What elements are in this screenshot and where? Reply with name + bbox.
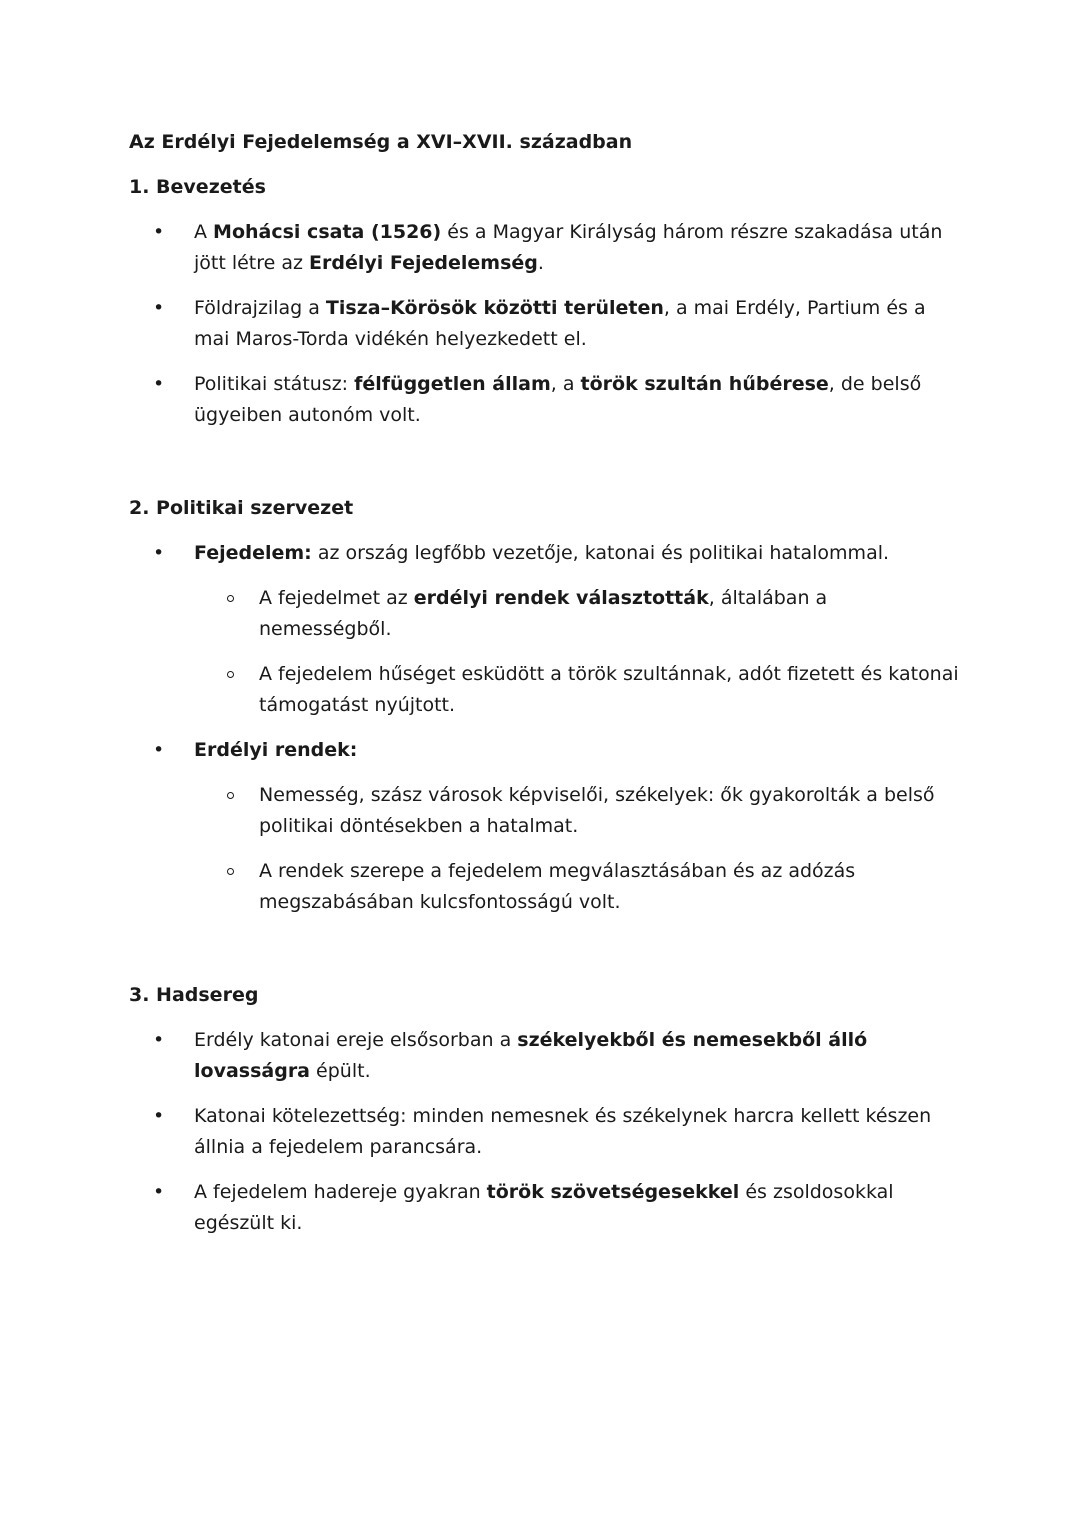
list-item (129, 1101, 959, 1163)
circle-bullet-icon (227, 868, 234, 875)
circle-bullet-icon (227, 595, 234, 602)
section-political-organization (129, 494, 959, 918)
item-text: A rendek szerepe a fejedelem megválasztásában és az adózás megszabásában kulcsfontosságú volt. (259, 860, 856, 913)
item-text: Erdélyi rendek: (194, 739, 358, 761)
bullet-icon: • (153, 1181, 165, 1203)
bullet-icon: • (153, 373, 165, 395)
sub-list-item (129, 856, 959, 918)
section-army (129, 981, 959, 1239)
item-text: Nemesség, szász városok képviselői, székelyek: ők gyakorolták a belső politikai döntésekben a hatalmat. (259, 784, 935, 837)
bullet-list (129, 217, 959, 431)
sub-list (129, 583, 959, 721)
sub-list-item (129, 583, 959, 645)
section-heading: 1. Bevezetés (129, 176, 266, 198)
list-item (129, 1025, 959, 1087)
bullet-icon: • (153, 739, 165, 761)
list-item (129, 538, 959, 569)
sub-list (129, 780, 959, 918)
section-heading: 2. Politikai szervezet (129, 497, 354, 519)
item-text: Fejedelem: az ország legfőbb vezetője, katonai és politikai hatalommal. (194, 542, 890, 564)
list-item (129, 293, 959, 355)
bullet-icon: • (153, 542, 165, 564)
bullet-list (129, 538, 959, 569)
sub-list-item (129, 780, 959, 842)
item-text: A Mohácsi csata (1526) és a Magyar Királyság három részre szakadása után jött létre az Erdélyi Fejedelemség. (194, 221, 943, 274)
list-item (129, 1177, 959, 1239)
bullet-icon: • (153, 221, 165, 243)
item-text: Politikai státusz: félfüggetlen állam, a török szultán hűbérese, de belső ügyeiben autonóm volt. (194, 373, 922, 426)
item-text: A fejedelmet az erdélyi rendek választották, általában a nemességből. (259, 587, 828, 640)
item-text: A fejedelem hűséget esküdött a török szultánnak, adót fizetett és katonai támogatást nyújtott. (259, 663, 959, 716)
bullet-icon: • (153, 1029, 165, 1051)
circle-bullet-icon (227, 671, 234, 678)
sub-list-item (129, 659, 959, 721)
list-item (129, 369, 959, 431)
section-heading: 3. Hadsereg (129, 984, 259, 1006)
bullet-icon: • (153, 1105, 165, 1127)
list-item (129, 735, 959, 766)
document-title: Az Erdélyi Fejedelemség a XVI–XVII. században (129, 131, 633, 153)
bullet-list (129, 735, 959, 766)
bullet-list (129, 1025, 959, 1239)
section-introduction (129, 173, 959, 431)
item-text: Erdély katonai ereje elsősorban a székelyekből és nemesekből álló lovasságra épült. (194, 1029, 868, 1082)
circle-bullet-icon (227, 792, 234, 799)
document-page (129, 128, 959, 1239)
item-text: Katonai kötelezettség: minden nemesnek és székelynek harcra kellett készen állnia a fejedelem parancsára. (194, 1105, 932, 1158)
item-text: Földrajzilag a Tisza–Körösök közötti területen, a mai Erdély, Partium és a mai Maros-Torda vidékén helyezkedett el. (194, 297, 926, 350)
list-item (129, 217, 959, 279)
item-text: A fejedelem hadereje gyakran török szövetségesekkel és zsoldosokkal egészült ki. (194, 1181, 894, 1234)
bullet-icon: • (153, 297, 165, 319)
